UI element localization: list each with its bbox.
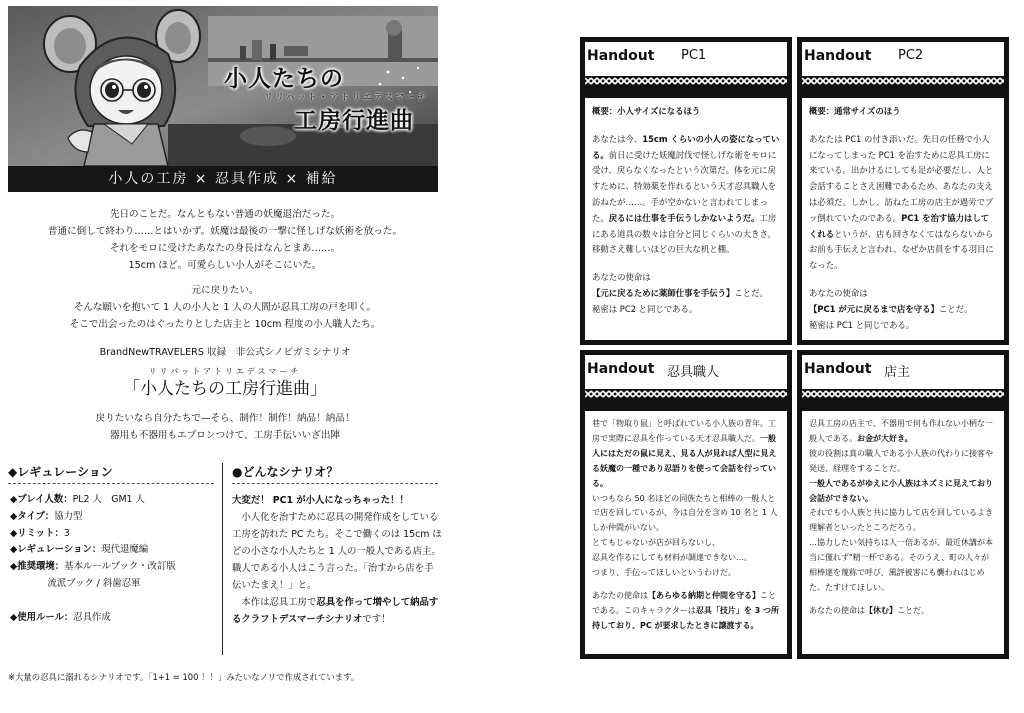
handout-logo: Handout [804,48,872,64]
handout-logo: Handout [587,48,655,64]
handout-mission: あなたの使命は【休む】ことだ。 [809,605,929,615]
regulation-row: ◆レギュレーション：現代退魔編 [10,544,149,556]
handout-body [585,411,787,654]
handout-text: あなたは PC1 の付き添いだ。先日の任務で小人になってしまった PC1 を治すために忍具工房に来ている。出かけるにしても足が必要だし、人と会話することさえ困難であるため、あなたの支えは必須だ。しかし、訪ねた工房の店主が過労でブッ倒れていたのである。PC1 を治す協力はしてくれるというが、店も回さなくてはならないからお前も手伝えと言われ、なぜか店員をする羽目になった。 [809,133,994,271]
handout-text: いつもなら 50 名ほどの同族たちと相棒の一般人とで店を回しているが、今は自分を含め 10 名と 1 人しか仲間がいない。 [592,493,778,533]
intro-line: 元に戻りたい。 [191,285,259,296]
handout-logo: Handout [587,361,655,377]
regulation-row: ◆タイプ：協力型 [10,510,83,522]
rope-divider [802,76,1004,86]
intro-line: そこで出会ったのはぐったりとした店主と 10cm 程度の小人職人たち。 [69,319,381,330]
handout-text: 巷で「物取り鼠」と呼ばれている小人族の青年。工房で実際に忍具を作っている天才忍具職人だ。一般人にはただの鼠に見え、見る人が見れば人型に見える妖魔の一種であり忍語りを使って会話を行っている。 [592,419,777,488]
regulation-row: ◆リミット：3 [10,527,70,539]
scenario-closing: 本作は忍具工房で忍具を作って増やして納品するクラフトデスマーチシナリオです！ [232,597,439,625]
footnote: ※大量の忍具に溺れるシナリオです。「1+1 = 100 ！！」みたいなノリで作成されています。 [8,672,360,682]
handout-card-shopkeeper [797,350,1009,659]
scenario-title-ruby: リリパットアトリエデスマーチ [148,367,302,376]
handout-header [585,42,787,76]
column-divider [222,463,223,655]
rope-divider [802,389,1004,399]
title-banner [8,6,438,166]
tagline-line: 戻りたいなら自分たちで—そら、制作！制作！納品！納品！ [95,413,355,424]
intro-line: そんな願いを抱いて 1 人の小人と 1 人の人間が忍具工房の戸を叩く。 [73,302,377,313]
banner-title-line2: 工房行進曲 [294,108,414,134]
handout-card-craftsman [580,350,792,659]
handout-body [585,98,787,340]
tagline [40,410,410,444]
scenario-heading: ●どんなシナリオ？ [232,465,339,479]
handout-header [802,355,1004,389]
handout-body [802,411,1004,654]
intro-line: 先日のことだ。なんともない普通の妖魔退治だった。 [109,209,341,220]
handout-secret: 秘密は PC1 と同じである。 [809,319,915,330]
regulation-row: 流派ブック / 斜歯忍軍 [10,577,141,589]
banner-title-line1: 小人たちの [224,66,344,92]
handout-text: とてもじゃないが店が回らないし、 [592,538,720,548]
handout-card-pc2 [797,37,1009,345]
handout-logo: Handout [804,361,872,377]
handout-header [585,355,787,389]
scenario-body: 小人化を治すために忍具の開発作成をしている工房を訪れた PC たち。そこで働くのは 15cm ほどの小さな小人たちと 1 人の一般人である店主。職人である小人はこう言った。「治すから店を手伝いたまえ！」と。 [232,512,442,591]
regulation-row: ◆使用ルール：忍具作成 [10,611,111,623]
handout-character: 店主 [884,365,911,380]
rope-divider [585,389,787,399]
handout-summary: 概要：通常サイズのほう [809,106,901,116]
regulation-row: ◆推奨環境：基本ルールブック・改訂版 [10,561,176,573]
handout-text: 忍具を作るにしても材料が調達できない…。 [592,553,752,563]
handout-card-pc1 [580,37,792,345]
regulation-divider [8,483,214,484]
handout-secret: 秘密は PC2 と同じである。 [592,303,698,314]
intro-paragraph-1 [40,206,410,274]
handout-text: つまり、手伝ってほしいというわけだ。 [592,568,736,578]
intro-paragraph-2 [40,282,410,333]
regulation-list [10,492,176,626]
intro-line: 15cm ほど。可愛らしい小人がそこにいた。 [128,260,322,271]
handout-body [802,98,1004,340]
handout-mission: あなたの使命は【あらゆる納期と仲間を守る】ことである。このキャラクターは忍具「技片」を 3 つ所持しており、PC が要求したときに譲渡する。 [592,590,779,630]
handout-text: 一般人であるがゆえに小人族はネズミに見えており会話ができない。 [809,478,993,503]
subtitle-bar: 小人の工房 × 忍具作成 × 補給 [8,166,438,192]
tagline-line: 器用も不器用もエプロンつけて、工房手伝いいざ出陣 [109,430,341,441]
scenario-description [232,492,442,628]
intro-line: 普通に倒して終わり……とはいかず。妖魔は最後の一撃に怪しげな妖術を放った。 [47,226,403,237]
handout-character: PC1 [681,48,707,63]
handout-text: …協力したい気持ちは人一倍あるが、最近休講が本当に僅れず"精一杯である。そのうえ、町の人々が相棒達を蔑称で呼び、風評被害にも襲われはじめた。たすけてほしい。 [809,538,993,592]
regulation-row [10,593,176,610]
handout-text: それでも小人族と共に協力して店を回しているよき理解者といったところだろう。 [809,508,993,533]
handout-character: 忍具職人 [667,365,720,380]
mouse-girl-illustration [8,6,438,166]
handout-mission: あなたの使命は 【元に戻るために薬師仕事を手伝う】ことだ。 [592,272,768,298]
handout-character: PC2 [898,48,924,63]
handout-text: 忍具工房の店主で、不器用で何も作れない小柄な一般人である。お金が大好き。 [809,419,993,443]
handout-text: あなたは今、15cm くらいの小人の姿になっている。前日に受けた妖魔討伐で怪しげな術をモロに受け、戻らなくなったという次第だ。体を元に戻すために、特効薬を作れるという天才忍具職人を訪ねたが……。手が空かないと言われてしまった。戻るには仕事を手伝うしかないようだ。工房にある道具の数々は自分と同じくらいの大きさ。移動さえ難しいほどの巨大な机と棚。 [592,133,780,255]
collection-line: BrandNewTRAVELERS 収録 非公式シノビガミシナリオ [99,347,351,358]
handout-text: 彼の役割は真の職人である小人族の代わりに接客や発送、経理をすることだ。 [809,448,993,473]
scenario-divider [232,483,438,484]
rope-divider [585,76,787,86]
intro-line: それをモロに受けたあなたの身長はなんとまあ……。 [109,243,341,254]
handout-header [802,42,1004,76]
handout-summary: 概要：小人サイズになるほう [592,106,701,116]
regulation-row: ◆プレイ人数：PL2 人 GM1 人 [10,494,145,505]
handout-mission: あなたの使命は 【PC1 が元に戻るまで店を守る】ことだ。 [809,287,973,314]
banner-title-ruby: リリパット・アトリエデスマーチ [264,93,429,103]
scenario-title: 「小人たちの工房行進曲」 [123,379,327,399]
regulation-heading: ◆レギュレーション [8,465,113,479]
scenario-lead: 大変だ！ PC1 が小人になっちゃった！！ [232,495,409,506]
